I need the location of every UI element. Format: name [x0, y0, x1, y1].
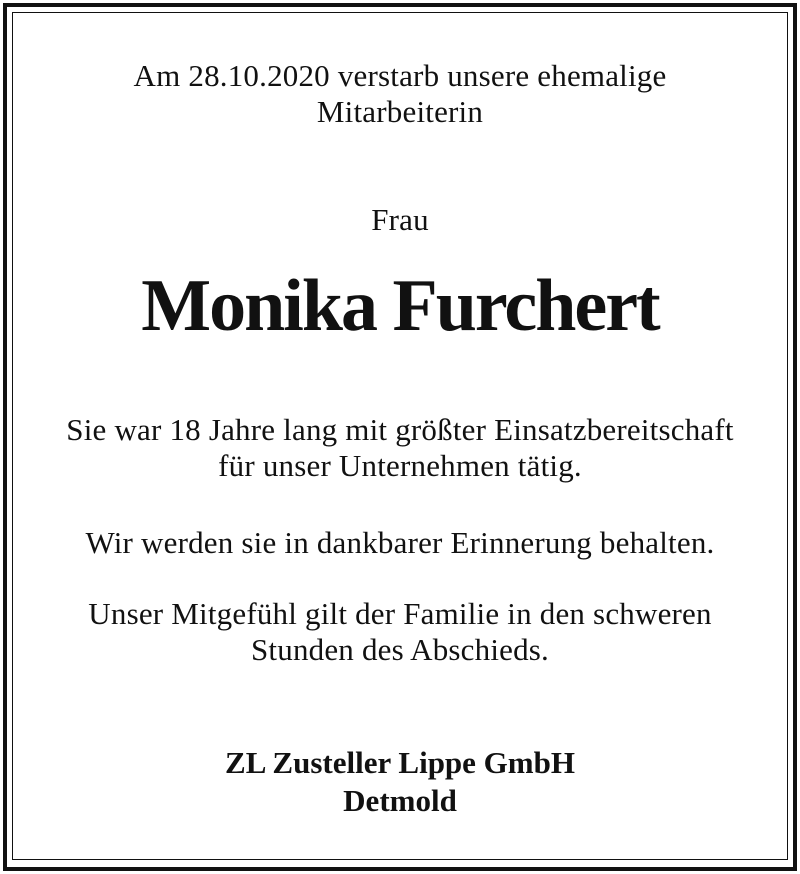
company-city: Detmold: [343, 783, 457, 818]
salutation: Frau: [371, 202, 429, 237]
intro-line-1: Am 28.10.2020 verstarb unsere ehemalige: [133, 58, 667, 93]
condolence-line-2: Stunden des Abschieds.: [250, 632, 550, 667]
intro-line-2: Mitarbeiterin: [316, 94, 484, 129]
company-name: ZL Zusteller Lippe GmbH: [225, 745, 575, 780]
condolence-line-1: Unser Mitgefühl gilt der Familie in den schweren: [88, 596, 712, 631]
deceased-name: Monika Furchert: [141, 265, 659, 347]
remembrance-line: Wir werden sie in dankbarer Erinnerung behalten.: [85, 525, 715, 560]
tribute-line-2: für unser Unternehmen tätig.: [218, 448, 582, 483]
tribute-line-1: Sie war 18 Jahre lang mit größter Einsatzbereitschaft: [66, 412, 734, 447]
